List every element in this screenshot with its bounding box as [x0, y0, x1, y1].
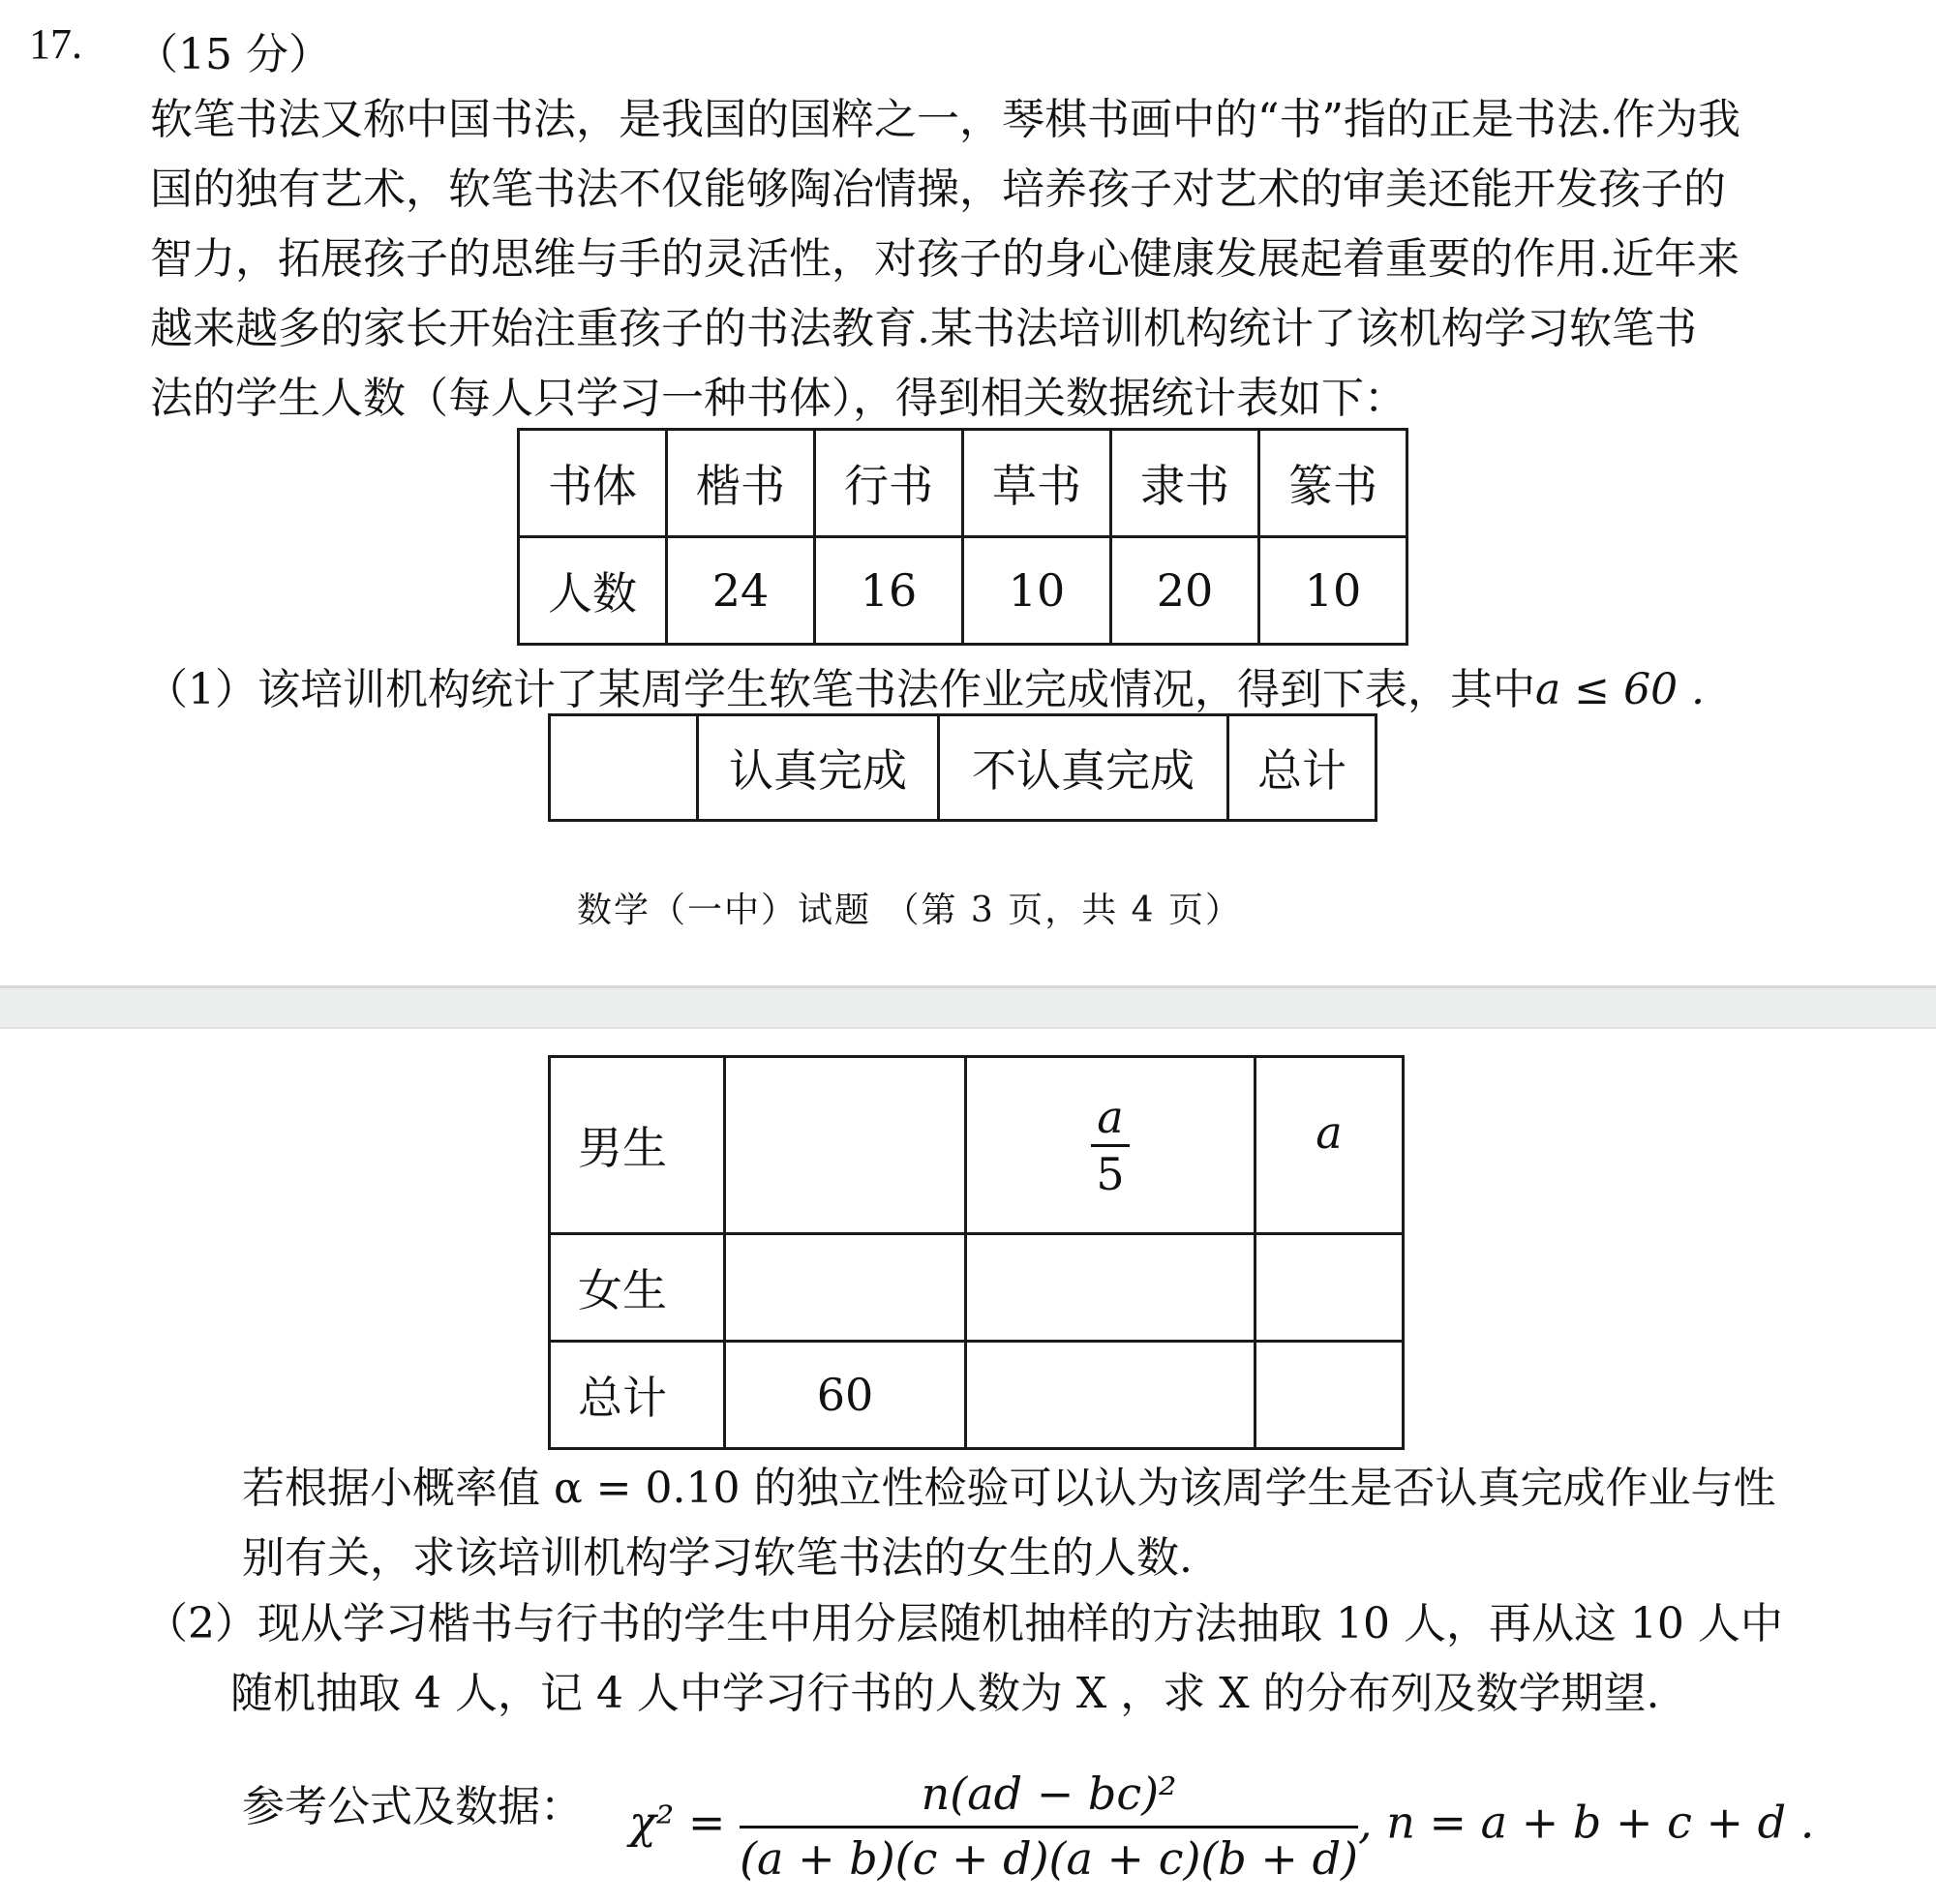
intro-line: 软笔书法又称中国书法，是我国的国粹之一，琴棋书画中的“书”指的正是书法.作为我	[150, 95, 1740, 144]
table-row	[550, 1342, 1404, 1449]
table-cell: 10	[963, 537, 1111, 645]
intro-line: 智力，拓展孩子的思维与手的灵活性，对孩子的身心健康发展起着重要的作用.近年来	[150, 234, 1739, 284]
text-line: 随机抽取 4 人，记 4 人中学习行书的人数为 X ，求 X 的分布列及数学期望.	[145, 1669, 1660, 1718]
fraction	[1091, 1090, 1129, 1201]
text-line: 若根据小概率值 α = 0.10 的独立性检验可以认为该周学生是否认真完成作业与性	[242, 1464, 1776, 1513]
chi-square-formula	[629, 1768, 1814, 1885]
table-cell: 楷书	[667, 430, 815, 537]
intro-line: 法的学生人数（每人只学习一种书体），得到相关数据统计表如下：	[150, 374, 1407, 423]
table-cell	[966, 1057, 1255, 1234]
table-cell: 20	[1111, 537, 1259, 645]
table-row	[550, 1234, 1404, 1342]
table-cell: 24	[667, 537, 815, 645]
fraction-denominator: 5	[1096, 1147, 1125, 1200]
part2-text	[145, 1589, 1917, 1729]
table-cell: 总计	[1228, 715, 1376, 821]
formula-lhs: χ² =	[629, 1796, 726, 1849]
table-cell: 书体	[519, 430, 667, 537]
homework-table-header	[548, 713, 1377, 822]
text-line: （2）现从学习楷书与行书的学生中用分层随机抽样的方法抽取 10 人，再从这 10 人中	[145, 1599, 1783, 1648]
table-cell: 人数	[519, 537, 667, 645]
table-cell	[966, 1234, 1255, 1342]
question-score: （15 分）	[136, 30, 331, 79]
intro-line: 越来越多的家长开始注重孩子的书法教育.某书法培训机构统计了该机构学习软笔书	[150, 304, 1697, 353]
homework-table-body	[548, 1055, 1405, 1450]
table-row	[519, 430, 1407, 537]
table-row	[550, 1057, 1404, 1234]
formula-fraction	[740, 1768, 1358, 1885]
table-cell	[550, 715, 698, 821]
table-cell: 总计	[550, 1342, 725, 1449]
page-footer: 数学（一中）试题 （第 3 页，共 4 页）	[577, 891, 1243, 930]
table-row	[519, 537, 1407, 645]
calligraphy-count-table	[517, 428, 1408, 646]
table-cell: 男生	[550, 1057, 725, 1234]
part1-text	[145, 654, 1705, 716]
formula-denominator: (a + b)(c + d)(a + c)(b + d)	[740, 1832, 1358, 1885]
formula-tail: , n = a + b + c + d .	[1358, 1796, 1815, 1849]
part1-condition: a ≤ 60 .	[1535, 665, 1706, 714]
table-cell: a	[1255, 1057, 1404, 1234]
table-cell	[966, 1342, 1255, 1449]
question-intro	[150, 85, 1892, 434]
table-cell: 认真完成	[698, 715, 939, 821]
table-cell: 行书	[815, 430, 963, 537]
question-number: 17.	[29, 20, 82, 68]
table-cell: 草书	[963, 430, 1111, 537]
page-separator	[0, 985, 1936, 1029]
table-cell: 60	[725, 1342, 966, 1449]
intro-line: 国的独有艺术，软笔书法不仅能够陶冶情操，培养孩子对艺术的审美还能开发孩子的	[150, 165, 1726, 214]
text-line: 别有关，求该培训机构学习软笔书法的女生的人数.	[242, 1533, 1193, 1583]
table-row	[550, 715, 1376, 821]
reference-label: 参考公式及数据：	[242, 1782, 583, 1831]
table-cell	[725, 1057, 966, 1234]
part1-continuation	[242, 1454, 1907, 1593]
table-cell	[725, 1234, 966, 1342]
fraction-numerator: a	[1091, 1090, 1129, 1147]
table-cell: 女生	[550, 1234, 725, 1342]
table-cell: 隶书	[1111, 430, 1259, 537]
table-cell: 10	[1259, 537, 1407, 645]
table-cell: 不认真完成	[939, 715, 1228, 821]
table-cell	[1255, 1234, 1404, 1342]
part1-label: （1）该培训机构统计了某周学生软笔书法作业完成情况，得到下表，其中	[145, 665, 1535, 714]
table-cell: 16	[815, 537, 963, 645]
formula-numerator: n(ad − bc)²	[740, 1768, 1358, 1828]
table-cell: 篆书	[1259, 430, 1407, 537]
table-cell	[1255, 1342, 1404, 1449]
